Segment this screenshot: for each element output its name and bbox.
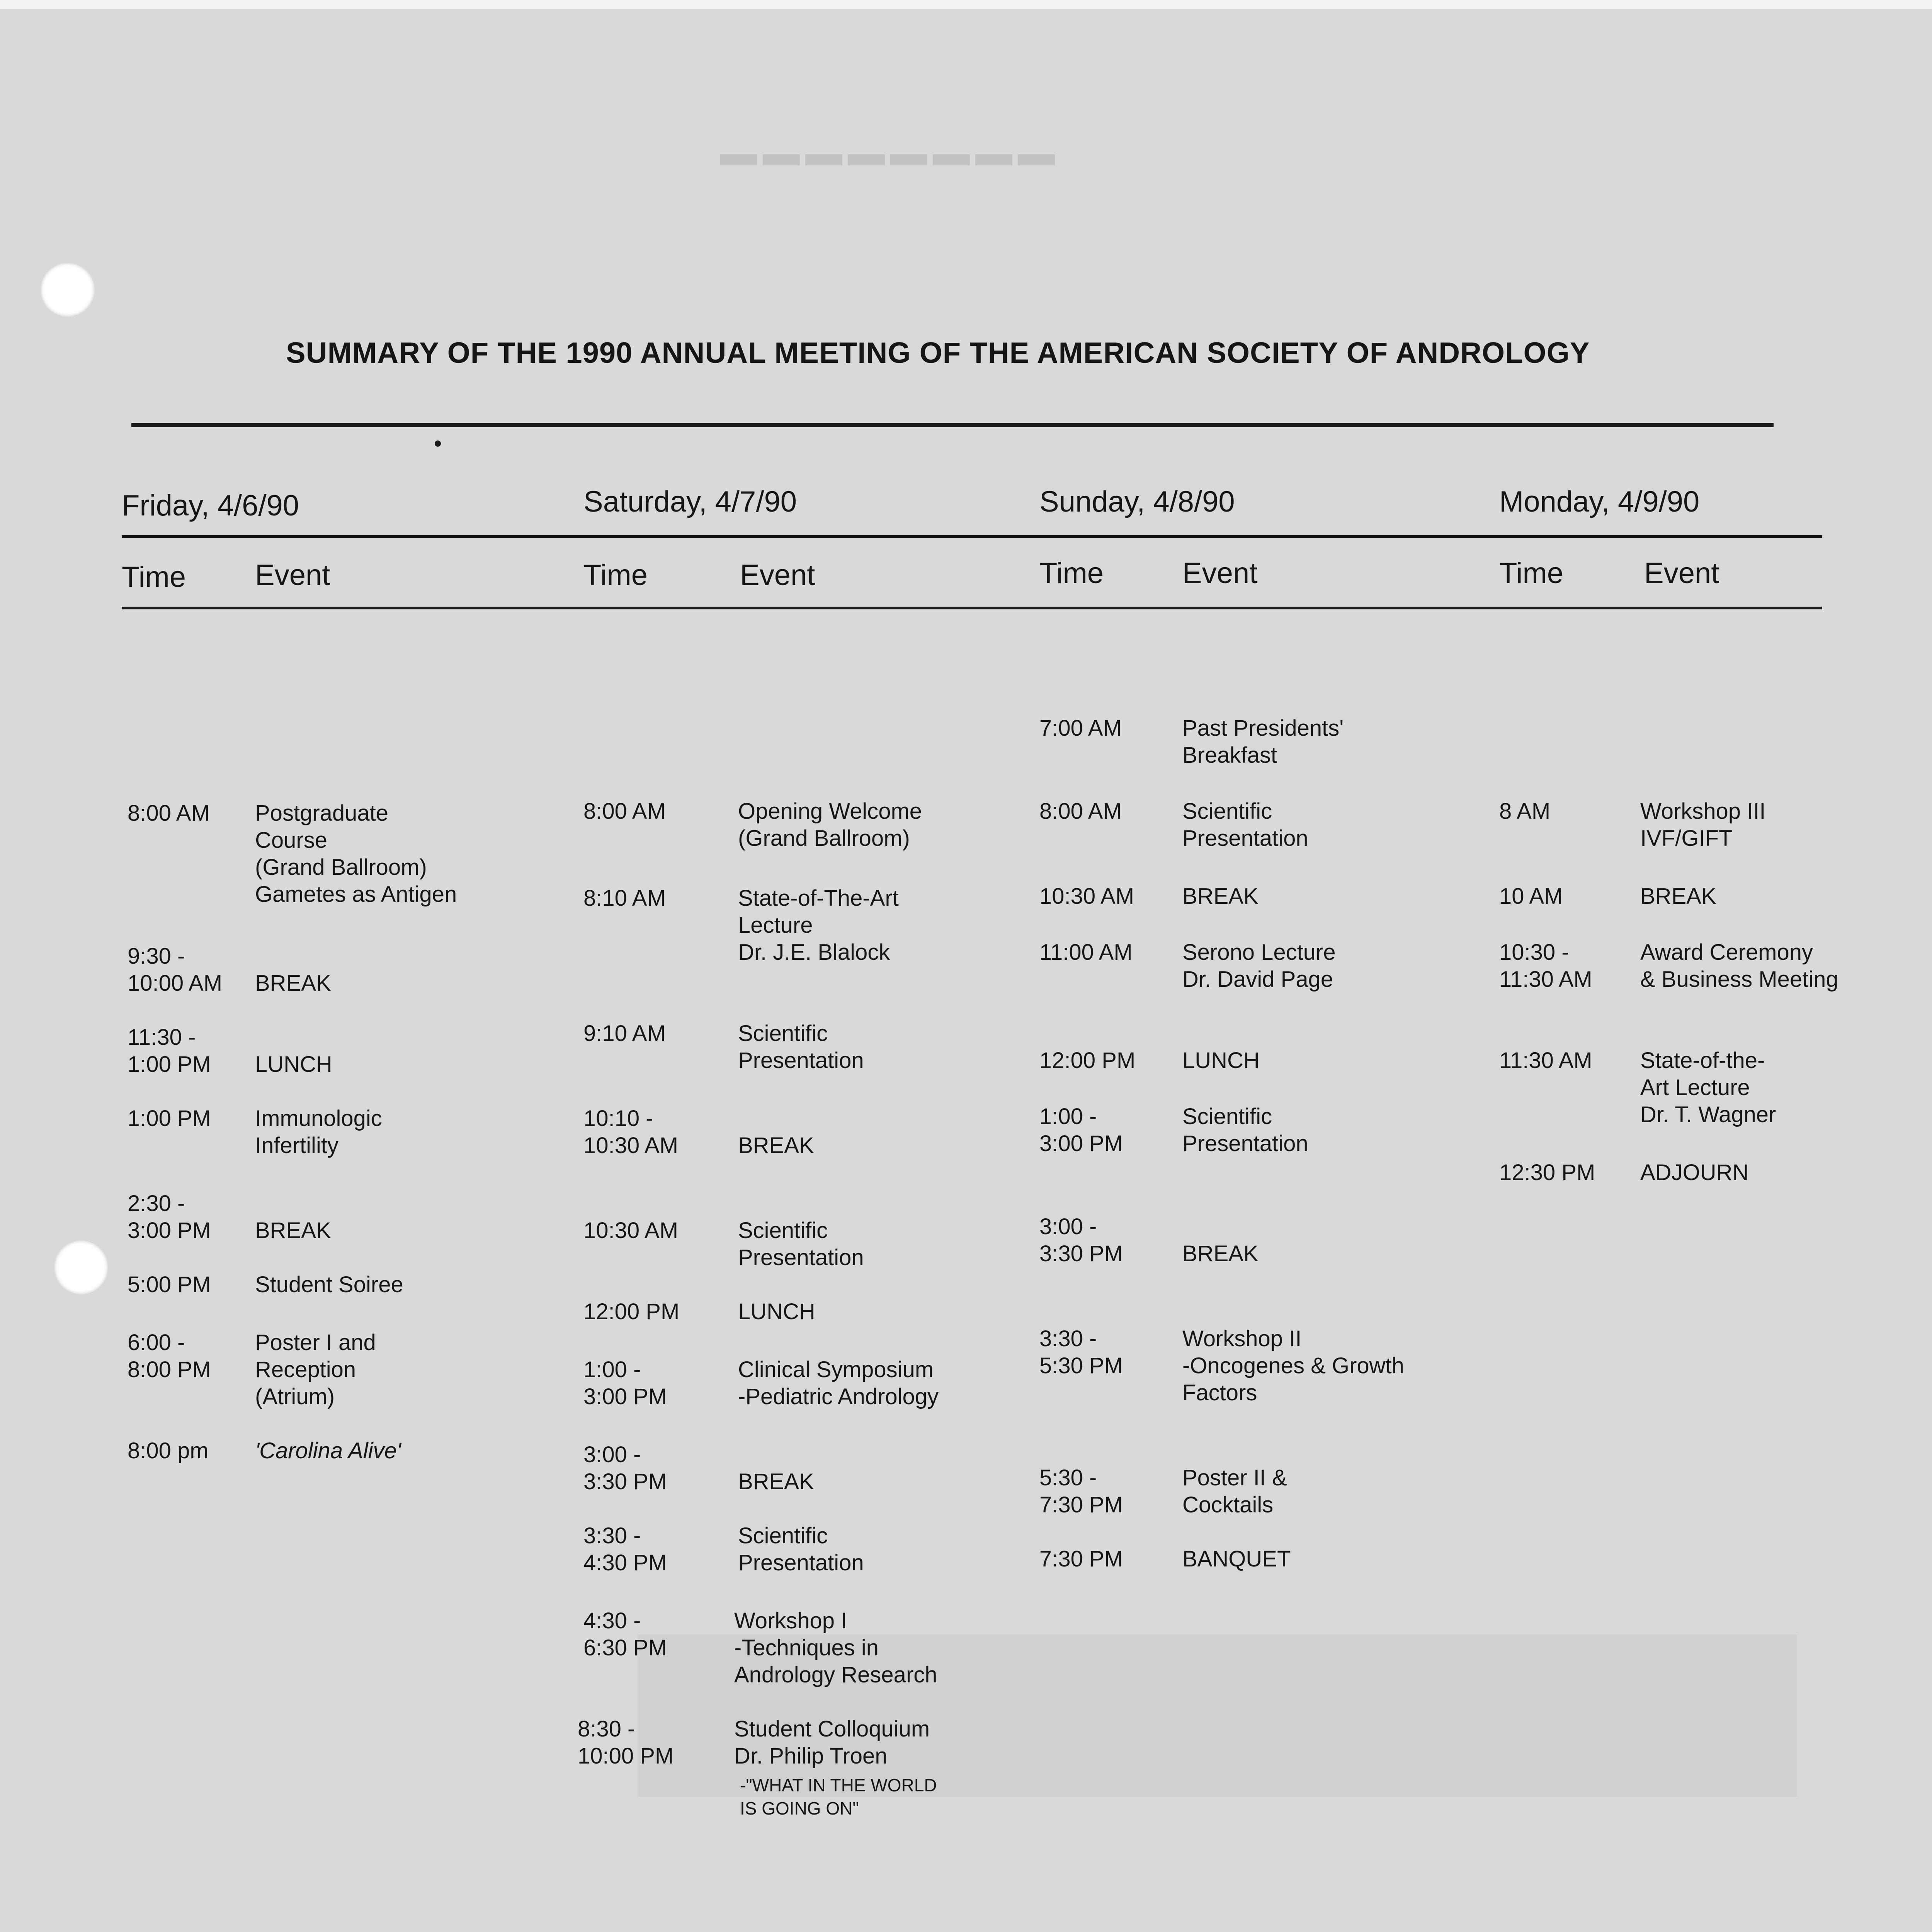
- page-top-edge: [0, 0, 1932, 9]
- schedule-event: Award Ceremony & Business Meeting: [1640, 940, 1838, 992]
- day-heading-sunday: Sunday, 4/8/90: [1039, 485, 1235, 518]
- schedule-time: 11:30 - 1:00 PM: [128, 1025, 211, 1077]
- schedule-time: 8:00 AM: [128, 801, 210, 826]
- schedule-event: BANQUET: [1182, 1546, 1291, 1571]
- schedule-time: 8:30 - 10:00 PM: [578, 1716, 674, 1769]
- col-head-event-friday: Event: [255, 559, 330, 592]
- schedule-time: 4:30 - 6:30 PM: [583, 1608, 667, 1660]
- schedule-time: 1:00 - 3:00 PM: [1039, 1104, 1123, 1156]
- schedule-time: 9:10 AM: [583, 1021, 666, 1046]
- schedule-time: 3:30 - 4:30 PM: [583, 1523, 667, 1575]
- schedule-event: BREAK: [255, 1218, 331, 1243]
- day-heading-rule: [122, 535, 1822, 538]
- schedule-event: BREAK: [738, 1133, 814, 1158]
- schedule-time: 8:00 pm: [128, 1438, 209, 1463]
- day-heading-saturday: Saturday, 4/7/90: [583, 485, 797, 518]
- schedule-time: 12:00 PM: [1039, 1048, 1136, 1073]
- schedule-time: 8 AM: [1499, 799, 1551, 824]
- schedule-time: 11:30 AM: [1499, 1048, 1592, 1073]
- schedule-event: Clinical Symposium -Pediatric Andrology: [738, 1357, 939, 1409]
- schedule-event: LUNCH: [1182, 1048, 1260, 1073]
- schedule-event: LUNCH: [255, 1052, 332, 1077]
- col-head-time-saturday: Time: [583, 559, 648, 592]
- col-head-event-sunday: Event: [1182, 557, 1258, 590]
- schedule-time: 10:30 - 11:30 AM: [1499, 940, 1592, 992]
- schedule-event: Serono Lecture Dr. David Page: [1182, 940, 1336, 992]
- schedule-event: Poster II & Cocktails: [1182, 1465, 1287, 1517]
- schedule-time: 9:30 - 10:00 AM: [128, 944, 223, 996]
- schedule-time: 11:00 AM: [1039, 940, 1133, 965]
- schedule-time: 10:10 - 10:30 AM: [583, 1106, 679, 1158]
- schedule-event: Student Colloquium Dr. Philip Troen: [734, 1716, 930, 1769]
- schedule-event: BREAK: [1182, 884, 1259, 909]
- schedule-time: 8:00 AM: [583, 799, 666, 824]
- schedule-time: 1:00 - 3:00 PM: [583, 1357, 667, 1409]
- schedule-time: 12:00 PM: [583, 1299, 680, 1324]
- schedule-time: 10:30 AM: [583, 1218, 679, 1243]
- schedule-event: State-of-the- Art Lecture Dr. T. Wagner: [1640, 1048, 1776, 1127]
- schedule-event: Workshop II -Oncogenes & Growth Factors: [1182, 1326, 1404, 1405]
- schedule-event: BREAK: [1640, 884, 1716, 909]
- day-heading-friday: Friday, 4/6/90: [122, 489, 299, 522]
- schedule-time: 10:30 AM: [1039, 884, 1134, 909]
- schedule-event: LUNCH: [738, 1299, 815, 1324]
- schedule-event: Workshop III IVF/GIFT: [1640, 799, 1766, 851]
- schedule-event: Scientific Presentation: [738, 1523, 864, 1575]
- schedule-time: 10 AM: [1499, 884, 1563, 909]
- schedule-event: Scientific Presentation: [1182, 1104, 1308, 1156]
- schedule-event: 'Carolina Alive': [255, 1438, 401, 1463]
- schedule-event: Immunologic Infertility: [255, 1106, 382, 1158]
- page-title: SUMMARY OF THE 1990 ANNUAL MEETING OF THE AMERICAN SOCIETY OF ANDROLOGY: [286, 337, 1590, 369]
- schedule-event: ADJOURN: [1640, 1160, 1749, 1185]
- schedule-event: Postgraduate Course (Grand Ballroom) Gametes as Antigen: [255, 801, 457, 907]
- schedule-time: 3:00 - 3:30 PM: [1039, 1214, 1123, 1266]
- schedule-event: Scientific Presentation: [1182, 799, 1308, 851]
- col-head-time-sunday: Time: [1039, 557, 1104, 590]
- schedule-event: BREAK: [738, 1469, 814, 1494]
- schedule-event: Scientific Presentation: [738, 1218, 864, 1270]
- schedule-event: State-of-The-Art Lecture Dr. J.E. Blalock: [738, 886, 899, 965]
- schedule-event: Workshop I -Techniques in Andrology Research: [734, 1608, 937, 1687]
- schedule-time: 6:00 - 8:00 PM: [128, 1330, 211, 1382]
- schedule-time: 1:00 PM: [128, 1106, 211, 1131]
- schedule-time: 7:00 AM: [1039, 716, 1122, 741]
- schedule-time: 7:30 PM: [1039, 1546, 1123, 1571]
- schedule-event: BREAK: [255, 971, 331, 996]
- col-head-event-saturday: Event: [740, 559, 815, 592]
- schedule-time: 5:30 - 7:30 PM: [1039, 1465, 1123, 1517]
- schedule-event: Poster I and Reception (Atrium): [255, 1330, 376, 1409]
- col-head-time-friday: Time: [122, 561, 186, 594]
- schedule-time: 12:30 PM: [1499, 1160, 1595, 1185]
- bleed-through-heading: ▬▬▬▬▬▬▬▬: [715, 132, 1055, 173]
- column-header-rule: [122, 607, 1822, 609]
- schedule-event: Opening Welcome (Grand Ballroom): [738, 799, 922, 851]
- punch-hole-middle: [54, 1240, 108, 1294]
- col-head-event-monday: Event: [1644, 557, 1719, 590]
- title-rule: [131, 423, 1774, 427]
- schedule-time: 8:00 AM: [1039, 799, 1122, 824]
- schedule-event-quote: -"WHAT IN THE WORLD IS GOING ON": [740, 1775, 937, 1818]
- day-heading-monday: Monday, 4/9/90: [1499, 485, 1700, 518]
- schedule-event: BREAK: [1182, 1241, 1259, 1266]
- schedule-time: 3:00 - 3:30 PM: [583, 1442, 667, 1494]
- schedule-time: 2:30 - 3:00 PM: [128, 1191, 211, 1243]
- schedule-event: Student Soiree: [255, 1272, 403, 1297]
- col-head-time-monday: Time: [1499, 557, 1564, 590]
- schedule-time: 8:10 AM: [583, 886, 666, 911]
- schedule-event: Past Presidents' Breakfast: [1182, 716, 1344, 768]
- punch-hole-top: [41, 263, 95, 317]
- schedule-event: Scientific Presentation: [738, 1021, 864, 1073]
- schedule-time: 5:00 PM: [128, 1272, 211, 1297]
- stray-dot: [435, 440, 441, 447]
- schedule-time: 3:30 - 5:30 PM: [1039, 1326, 1123, 1378]
